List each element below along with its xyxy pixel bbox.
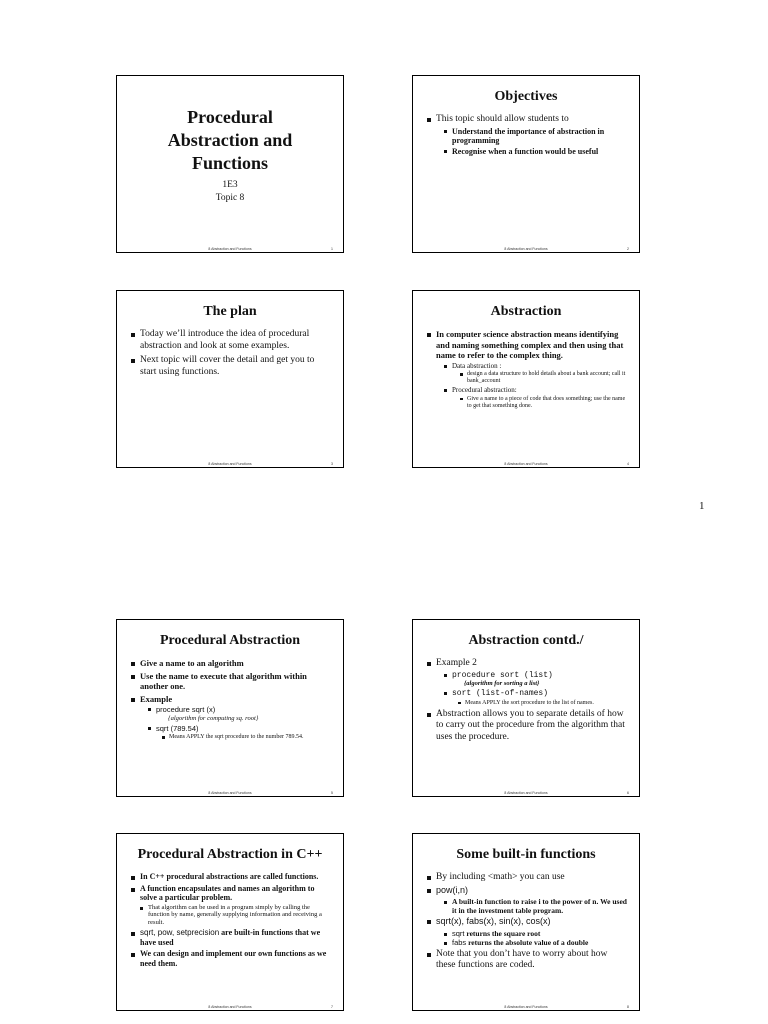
slide-6-bullet-1a xyxy=(444,671,629,689)
slide-1-title-line-1: Procedural xyxy=(187,107,273,127)
slide-1-topic: Topic 8 xyxy=(215,193,245,203)
slide-number: 5 xyxy=(331,791,333,795)
slide-number: 1 xyxy=(331,247,333,251)
slide-8-bullet-2-text: pow(i,n) xyxy=(436,884,469,895)
slide-1-title-line-3: Functions xyxy=(191,153,269,173)
slide-footer-text: 8 Abstraction and Functions xyxy=(504,462,548,466)
slide-2-bullet-1a: Understand the importance of abstraction in programming xyxy=(444,127,629,146)
slide-5-bullet-3-text: Example xyxy=(140,693,173,704)
slide-5-bullet-3 xyxy=(131,694,333,742)
slide-6-bullet-1b-text: sort (list-of-names) xyxy=(452,689,549,698)
slide-8-body xyxy=(427,872,629,975)
slide-7-body xyxy=(131,872,333,970)
slide-1-title-block xyxy=(117,106,343,205)
slide-3-body xyxy=(131,329,333,381)
slide-6-bullet-1 xyxy=(427,658,629,707)
slide-8-bullet-3b-code: fabs xyxy=(452,938,467,947)
slide-8-bullet-3a-rest: returns the square root xyxy=(464,928,541,938)
slide-7-bullet-3-code: sqrt, pow, setprecision xyxy=(140,928,220,937)
slide-2-bullet-1b: Recognise when a function would be useful xyxy=(444,147,629,157)
slide-5-bullet-3a-sub: {algorithm for computing sq. root} xyxy=(168,714,259,722)
slide-5-bullet-3b xyxy=(148,724,333,742)
slide-6-bullet-1b1: Means APPLY the sort procedure to the list of names. xyxy=(458,700,629,707)
slide-6-bullet-1b xyxy=(444,689,629,707)
slide-footer-text: 8 Abstraction and Functions xyxy=(208,247,252,251)
slide-8-bullet-3-text: sqrt(x), fabs(x), sin(x), cos(x) xyxy=(436,916,551,926)
slide-number: 7 xyxy=(331,1005,333,1009)
slide-5-bullet-1: Give a name to an algorithm xyxy=(131,658,333,669)
slide-1-title-line-2: Abstraction and xyxy=(167,130,293,150)
slide-5-bullet-3b1: Means APPLY the sqrt procedure to the number 789.54. xyxy=(162,734,333,741)
slide-6-title: Abstraction contd./ xyxy=(468,633,584,648)
slide-5-bullet-3b-text: sqrt (789.54) xyxy=(156,723,199,733)
slide-4-body xyxy=(427,329,629,413)
slide-footer-text: 8 Abstraction and Functions xyxy=(504,791,548,795)
slide-3-title: The plan xyxy=(203,304,257,319)
slide-6-bullet-2: Abstraction allows you to separate details of how to carry out the procedure from the algorithm that uses the procedure. xyxy=(427,709,629,744)
slide-8-bullet-3a xyxy=(444,930,629,939)
slide-8 xyxy=(412,833,640,1011)
slide-8-bullet-2a: A built-in function to raise i to the power of n. We used it in the investment table program. xyxy=(444,898,629,915)
slide-7-bullet-3-rest: are built-in functions that we have used xyxy=(140,928,321,947)
slide-8-bullet-3b xyxy=(444,939,629,948)
slide-7-bullet-2a: That algorithm can be used in a program simply by calling the function by name, generally supplying information and receiving a result. xyxy=(140,904,333,927)
slide-footer-text: 8 Abstraction and Functions xyxy=(504,1005,548,1009)
slide-3 xyxy=(116,290,344,468)
slide-7-bullet-2 xyxy=(131,884,333,927)
slide-8-bullet-3a-code: sqrt xyxy=(452,928,465,938)
slide-7 xyxy=(116,833,344,1011)
slide-8-bullet-1: By including <math> you can use xyxy=(427,872,629,884)
slide-5-bullet-3a-text: procedure sqrt (x) xyxy=(156,705,216,714)
slide-3-bullet-1: Today we’ll introduce the idea of procedural abstraction and look at some examples. xyxy=(131,329,333,352)
slide-5-bullet-2: Use the name to execute that algorithm within another one. xyxy=(131,671,333,692)
slide-8-bullet-4: Note that you don’t have to worry about how these functions are coded. xyxy=(427,949,629,972)
slide-2-body xyxy=(427,114,629,159)
slide-3-bullet-2: Next topic will cover the detail and get you to start using functions. xyxy=(131,355,333,378)
slide-2 xyxy=(412,75,640,253)
slide-6-bullet-1a-sub: {algorithm for sorting a list} xyxy=(464,680,540,687)
slide-7-bullet-3 xyxy=(131,928,333,947)
slide-4-bullet-1a-text: Data abstraction : xyxy=(452,361,502,370)
slide-6-bullet-1a-text: procedure sort (list) xyxy=(452,670,553,680)
slide-8-title: Some built-in functions xyxy=(456,847,596,862)
slide-1-subtitle: 1E3 xyxy=(222,180,238,190)
slide-1 xyxy=(116,75,344,253)
slide-5-title: Procedural Abstraction xyxy=(159,633,301,648)
slide-2-title: Objectives xyxy=(494,89,558,104)
slide-8-bullet-3 xyxy=(427,916,629,948)
slide-6-body xyxy=(427,658,629,746)
slide-4-bullet-1a1: design a data structure to hold details about a bank account; call it bank_account xyxy=(460,371,629,385)
slide-number: 3 xyxy=(331,462,333,466)
slide-7-title: Procedural Abstraction in C++ xyxy=(137,847,323,862)
slide-4-bullet-1b xyxy=(444,386,629,410)
slide-footer-text: 8 Abstraction and Functions xyxy=(208,1005,252,1009)
slide-7-bullet-2-text: A function encapsulates and names an algorithm to solve a particular problem. xyxy=(140,883,315,902)
slide-7-bullet-1: In C++ procedural abstractions are called functions. xyxy=(131,872,333,882)
slide-number: 2 xyxy=(627,247,629,251)
slide-number: 4 xyxy=(627,462,629,466)
slide-8-bullet-3b-rest: returns the absolute value of a double xyxy=(466,938,589,947)
slide-5-body xyxy=(131,658,333,743)
slide-4-bullet-1-text: In computer science abstraction means identifying and naming something complex and then using that name to refer to the complex thing. xyxy=(436,329,624,360)
slide-4 xyxy=(412,290,640,468)
slide-6-bullet-1-text: Example 2 xyxy=(436,658,477,668)
slide-5-bullet-3a xyxy=(148,705,333,723)
slide-6 xyxy=(412,619,640,797)
slide-footer-text: 8 Abstraction and Functions xyxy=(504,247,548,251)
slide-number: 8 xyxy=(627,1005,629,1009)
slide-4-bullet-1b1: Give a name to a piece of code that does something; use the name to get that something done. xyxy=(460,396,629,410)
slide-4-bullet-1 xyxy=(427,329,629,410)
slide-2-bullet-1 xyxy=(427,114,629,156)
page-number: 1 xyxy=(699,500,705,512)
slide-4-title: Abstraction xyxy=(490,304,562,319)
slide-4-bullet-1b-text: Procedural abstraction: xyxy=(452,386,517,394)
slide-2-bullet-1-text: This topic should allow students to xyxy=(436,114,569,124)
slide-footer-text: 8 Abstraction and Functions xyxy=(208,791,252,795)
slide-footer-text: 8 Abstraction and Functions xyxy=(208,462,252,466)
slide-number: 6 xyxy=(627,791,629,795)
slide-7-bullet-4: We can design and implement our own functions as we need them. xyxy=(131,949,333,968)
slide-4-bullet-1a xyxy=(444,362,629,386)
slide-5 xyxy=(116,619,344,797)
slide-8-bullet-2 xyxy=(427,885,629,916)
